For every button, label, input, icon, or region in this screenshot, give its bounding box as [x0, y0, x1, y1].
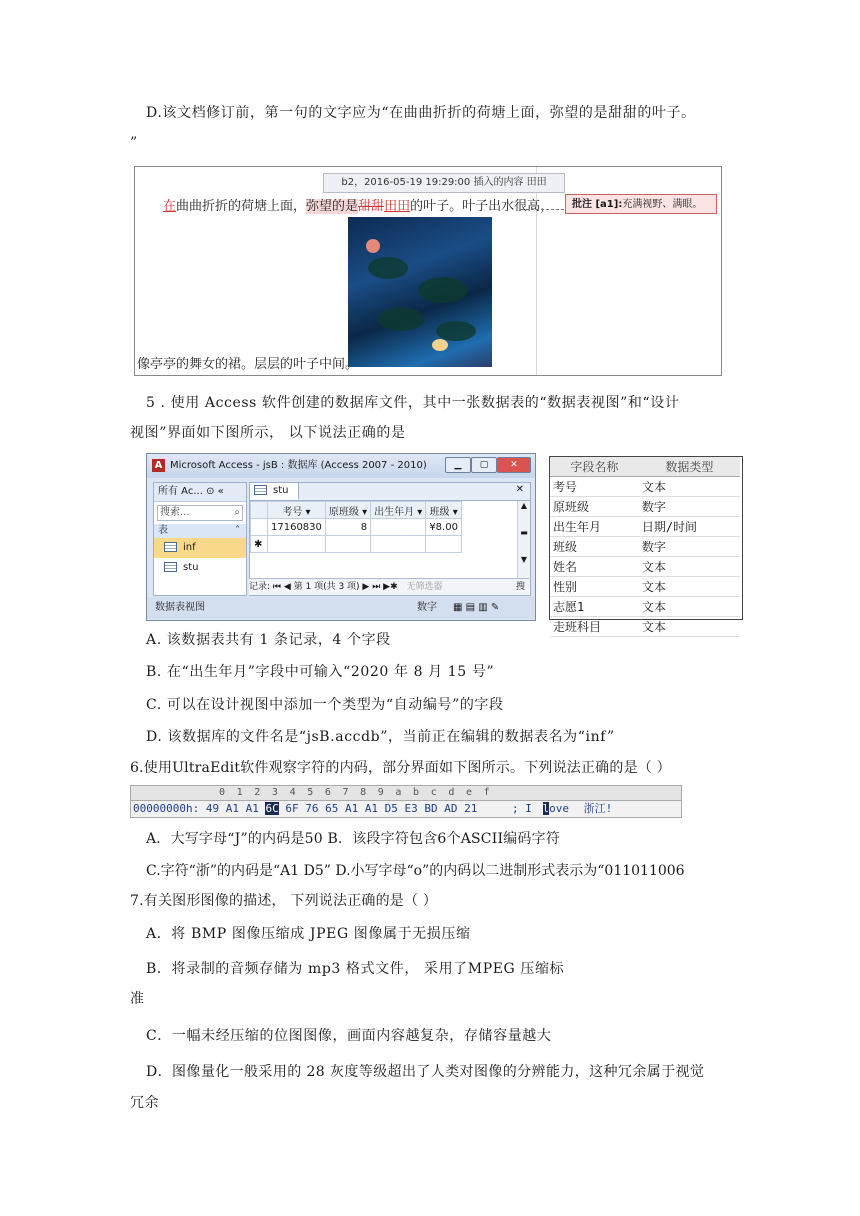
field-name[interactable]: 考号 [550, 477, 639, 497]
field-type[interactable]: 文本 [639, 477, 740, 497]
hex-address: 00000000h: [133, 802, 200, 815]
q7-stem: 7.有关图形图像的描述， 下列说法正确的是（ ） [130, 893, 438, 909]
table-cell[interactable] [371, 519, 426, 536]
doc-text: 弥望的是 [306, 199, 359, 214]
field-name[interactable]: 出生年月 [550, 517, 639, 537]
table-cell[interactable] [371, 536, 426, 553]
hex-byte-selected[interactable]: 6C [265, 802, 279, 815]
field-type[interactable]: 文本 [639, 617, 740, 637]
new-record-marker[interactable]: ✱ [251, 536, 268, 553]
design-view-table [549, 456, 743, 634]
comment-balloon[interactable] [565, 194, 717, 214]
column-header[interactable]: 考号 ▾ [268, 502, 326, 519]
hex-ruler: 0 1 2 3 4 5 6 7 8 9 a b c d e f [130, 785, 682, 801]
window-titlebar [147, 454, 535, 478]
inserted-text: 在 [163, 199, 177, 214]
status-bar [147, 597, 535, 619]
datasheet-table [250, 501, 462, 553]
q7-option-b: B．将录制的音频存储为 mp3 格式文件， 采用了MPEG 压缩标 [146, 961, 565, 977]
ascii-text: ove [549, 802, 570, 815]
field-name[interactable]: 原班级 [550, 497, 639, 517]
table-icon [254, 485, 267, 495]
nav-item-stu[interactable]: stu [154, 558, 246, 578]
search-box[interactable]: 搜 [515, 582, 525, 592]
q7-option-d: D．图像量化一般采用的 28 灰度等级超出了人类对图像的分辨能力，这种冗余属于视觉 [146, 1064, 705, 1080]
nav-search-input[interactable]: 搜索... ⌕ [157, 505, 243, 521]
table-cell[interactable] [325, 536, 370, 553]
inserted-text: 田田 [384, 199, 411, 214]
q6-options-cd: C.字符“浙”的内码是“A1 D5” D.小写字母“o”的内码以二进制形式表示为“011011006 [146, 863, 685, 879]
doc-text: 的叶子。叶子出水很高， [410, 199, 554, 214]
hex-bytes: 6F 76 65 A1 A1 D5 E3 BD AD 21 [285, 802, 478, 815]
q4-option-d: D.该文档修订前，第一句的文字应为“在曲曲折折的荷塘上面，弥望的是甜甜的叶子。 [146, 105, 696, 121]
field-name[interactable]: 走班科目 [550, 617, 639, 637]
table-cell[interactable]: 8 [325, 519, 370, 536]
field-type[interactable]: 数字 [639, 497, 740, 517]
column-header[interactable]: 班级 ▾ [426, 502, 462, 519]
q7-option-c: C．一幅未经压缩的位图图像，画面内容越复杂，存储容量越大 [146, 1028, 552, 1044]
q7-option-a: A．将 BMP 图像压缩成 JPEG 图像属于无损压缩 [146, 926, 471, 942]
q7-option-b-cont: 准 [130, 991, 145, 1007]
column-header[interactable]: 原班级 ▾ [325, 502, 370, 519]
lotus-pond-image [348, 217, 492, 367]
status-view-label: 数据表视图 [155, 602, 205, 613]
record-navigation-bar[interactable] [249, 578, 529, 595]
doc-line-2: 像亭亭的舞女的裙。层层的叶子中间。 [137, 357, 359, 372]
field-type[interactable]: 文本 [639, 597, 740, 617]
comment-connector [521, 209, 569, 210]
doc-text: 曲曲折折的荷塘上面， [176, 199, 307, 214]
ascii-text: ; I [512, 802, 532, 815]
q5-stem-line-1: 5 . 使用 Access 软件创建的数据库文件，其中一张数据表的“数据表视图”和“设计 [146, 395, 680, 411]
maximize-button[interactable]: ▢ [471, 457, 497, 473]
hex-bytes: 49 A1 A1 [205, 802, 259, 815]
table-cell[interactable] [426, 536, 462, 553]
navigation-pane [153, 482, 247, 596]
field-type[interactable]: 文本 [639, 577, 740, 597]
deleted-text: 甜甜 [358, 199, 385, 214]
comment-text: 充满视野、满眼。 [622, 199, 703, 210]
close-tab-icon[interactable]: ✕ [515, 484, 524, 495]
access-datasheet-window [146, 453, 536, 621]
minimize-button[interactable]: ▁ [445, 457, 471, 473]
table-cell[interactable]: 17160830 [268, 519, 326, 536]
comment-label: 批注 [a1]: [572, 199, 623, 210]
nav-group-tables[interactable]: 表 ˄ [154, 524, 246, 538]
status-num-label: 数字 [417, 602, 437, 613]
q4-option-d-cont: ” [130, 135, 138, 151]
nav-item-inf[interactable]: inf [154, 538, 246, 558]
field-name[interactable]: 性别 [550, 577, 639, 597]
table-cell[interactable] [268, 536, 326, 553]
chevron-up-icon: ˄ [235, 525, 240, 536]
q5-option-c: C. 可以在设计视图中添加一个类型为“自动编号”的字段 [146, 697, 504, 713]
revision-tooltip: b2，2016-05-19 19:29:00 插入的内容 田田 [323, 173, 565, 193]
view-switch-icons[interactable]: ▦ ▤ ▥ ✎ [453, 602, 500, 613]
vertical-scrollbar[interactable]: ▲ ▬ ▼ [517, 501, 530, 589]
field-name[interactable]: 班级 [550, 537, 639, 557]
q5-option-a: A. 该数据表共有 1 条记录，4 个字段 [146, 632, 391, 648]
ultraedit-hex-view [130, 785, 680, 817]
q7-option-d-cont: 冗余 [130, 1095, 160, 1111]
no-filter-indicator[interactable]: 无筛选器 [406, 582, 443, 592]
search-icon[interactable]: ⌕ [234, 507, 240, 518]
ascii-text: 浙江! [583, 802, 613, 815]
q6-stem: 6.使用UltraEdit软件观察字符的内码，部分界面如下图所示。下列说法正确的是（ ） [130, 760, 671, 776]
tab-stu[interactable]: stu [250, 483, 299, 500]
field-name[interactable]: 姓名 [550, 557, 639, 577]
collapse-icon[interactable]: « [217, 486, 224, 497]
nav-pane-header[interactable]: 所有 Ac... ⊙ « [154, 483, 246, 502]
q5-stem-line-2: 视图”界面如下图所示， 以下说法正确的是 [130, 425, 406, 441]
table-icon [164, 542, 177, 552]
window-title: Microsoft Access - jsB : 数据库 (Access 2007 - 2010) [170, 460, 427, 471]
column-header: 数据类型 [639, 457, 740, 477]
field-type[interactable]: 日期/时间 [639, 517, 740, 537]
row-selector-header[interactable] [251, 502, 268, 519]
q6-options-ab: A．大写字母“J”的内码是50 B．该段字符包含6个ASCII编码字符 [146, 831, 560, 847]
record-nav-text[interactable]: 记录: ⏮ ◀ 第 1 项(共 3 项) ▶ ⏭ ▶✱ [249, 582, 398, 592]
column-header[interactable]: 出生年月 ▾ [371, 502, 426, 519]
table-icon [164, 562, 177, 572]
doc-line-1 [163, 195, 553, 214]
column-header: 字段名称 [550, 457, 639, 477]
chevron-down-icon[interactable]: ⊙ [206, 486, 215, 497]
q5-option-b: B. 在“出生年月”字段中可输入“2020 年 8 月 15 号” [146, 664, 495, 680]
field-type[interactable]: 文本 [639, 557, 740, 577]
field-name[interactable]: 志愿1 [550, 597, 639, 617]
access-app-icon: A [152, 459, 165, 472]
table-cell[interactable]: ¥8.00 [426, 519, 462, 536]
q5-option-d: D. 该数据库的文件名是“jsB.accdb”，当前正在编辑的数据表名为“inf” [146, 729, 615, 745]
close-button[interactable]: ✕ [497, 457, 531, 473]
hex-row[interactable] [130, 800, 682, 818]
word-revision-figure [134, 166, 722, 376]
field-type[interactable]: 数字 [639, 537, 740, 557]
row-selector[interactable] [251, 519, 268, 536]
ascii-char-selected[interactable]: l [542, 802, 550, 815]
